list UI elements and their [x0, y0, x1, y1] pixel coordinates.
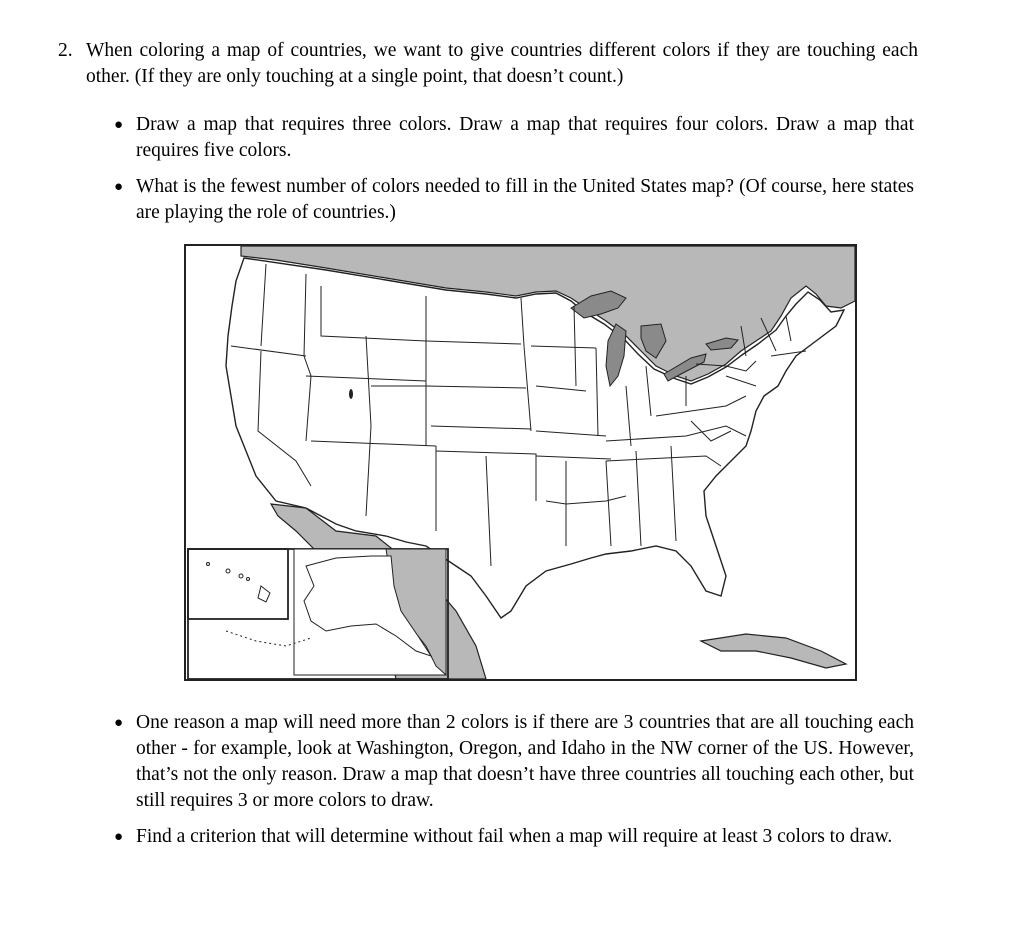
problem-block	[58, 38, 918, 90]
hawaii-inset	[188, 549, 288, 619]
problem-number: 2.	[58, 40, 73, 61]
problem-intro: When coloring a map of countries, we want to give countries different colors if they are touching each other. (If they are only touching at a single point, that doesn’t count.)	[86, 40, 918, 87]
bullet-list-top	[114, 112, 914, 236]
bullet-list-bottom	[114, 710, 914, 860]
bullet-text: Draw a map that requires three colors. Draw a map that requires four colors. Draw a map that requires five colors.	[136, 114, 914, 161]
bullet-text: What is the fewest number of colors needed to fill in the United States map? (Of course, here states are playing the role of countries.)	[136, 176, 914, 223]
us-map-figure	[184, 244, 857, 681]
list-item	[114, 174, 914, 226]
salt-lake	[349, 389, 353, 399]
cuba-island	[701, 634, 846, 668]
problem-header	[58, 38, 918, 90]
list-item	[114, 824, 914, 850]
us-map-svg	[186, 246, 855, 679]
bullet-text: Find a criterion that will determine without fail when a map will require at least 3 colors to draw.	[136, 826, 893, 847]
bullet-icon: ●	[114, 179, 124, 195]
bullet-icon: ●	[114, 715, 124, 731]
bullet-icon: ●	[114, 829, 124, 845]
list-item	[114, 710, 914, 814]
bullet-icon: ●	[114, 117, 124, 133]
list-item	[114, 112, 914, 164]
bullet-text: One reason a map will need more than 2 colors is if there are 3 countries that are all touching each other - for example, look at Washington, Oregon, and Idaho in the NW corner of the US. However, that’s not the only reason. Draw a map that doesn’t have three countries all touching each other, but still requires 3 or more colors to draw.	[136, 712, 914, 811]
